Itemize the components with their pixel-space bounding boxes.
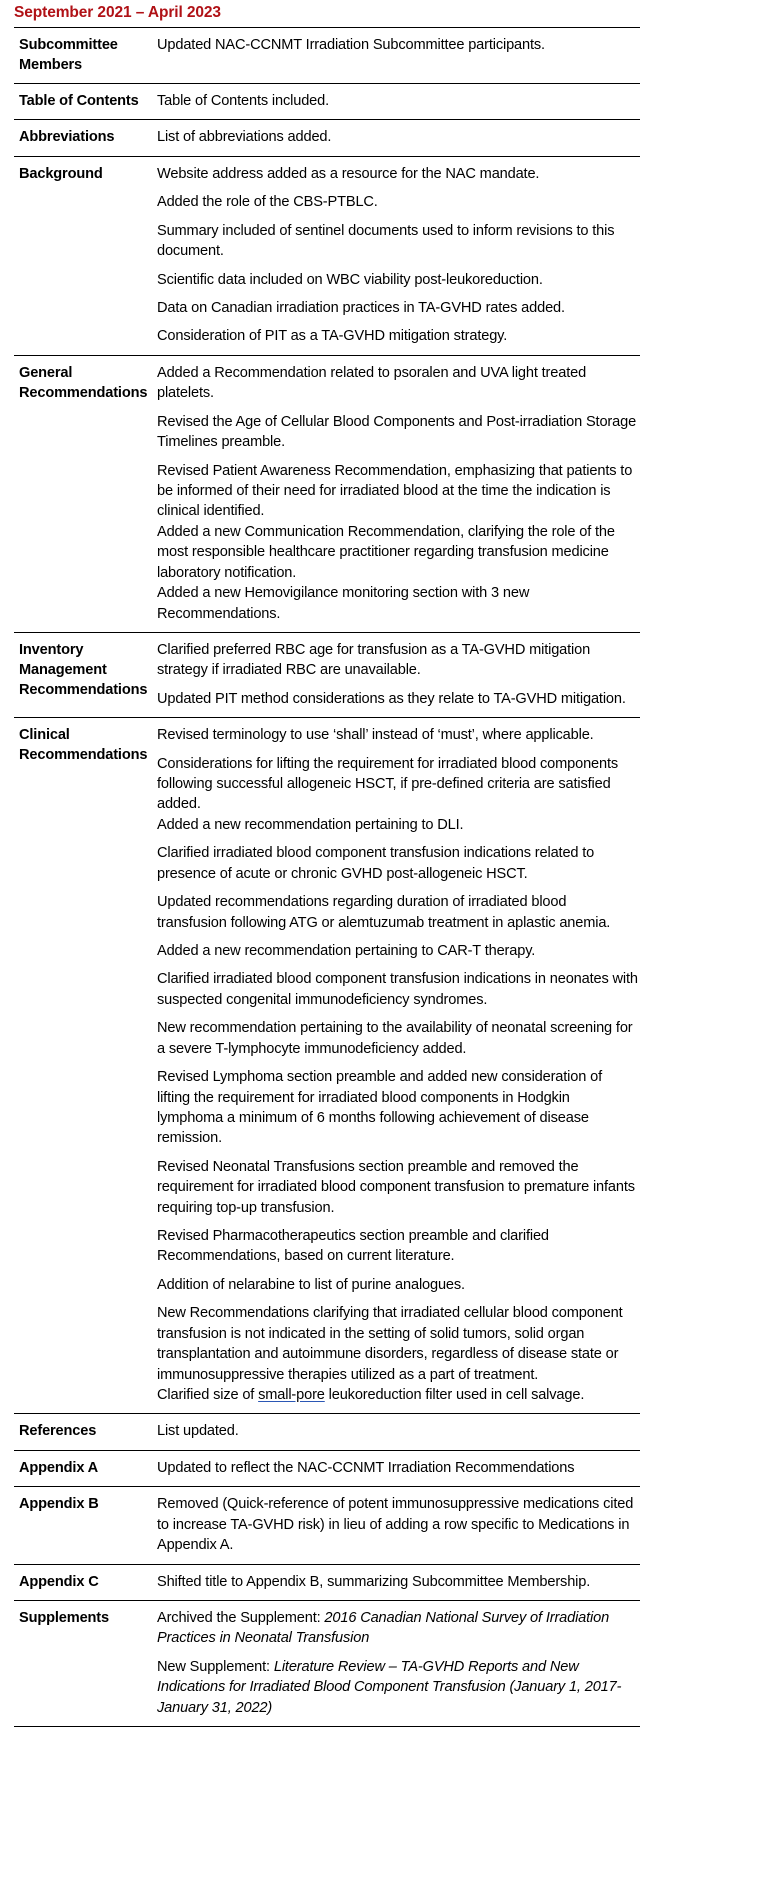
section-changes [149, 1600, 640, 1726]
change-item: Added a new recommendation pertaining to CAR-T therapy. [157, 942, 536, 959]
table-body [14, 27, 640, 1726]
change-item: Considerations for lifting the requirement for irradiated blood components following successful allogeneic HSCT, if pre-defined criteria are satisfied added. [157, 755, 619, 813]
revision-history-table [14, 27, 640, 1727]
change-item: Shifted title to Appendix B, summarizing Subcommittee Membership. [157, 1573, 591, 1590]
change-item: List of abbreviations added. [157, 129, 332, 146]
change-item: List updated. [157, 1423, 239, 1440]
section-changes [149, 1564, 640, 1600]
change-text: Clarified size of [157, 1387, 259, 1403]
table-row [14, 1564, 640, 1600]
section-changes [149, 1450, 640, 1486]
change-item: Revised terminology to use ‘shall’ instead of ‘must’, where applicable. [157, 727, 594, 744]
change-item: Clarified irradiated blood component transfusion indications in neonates with suspected congenital immunodeficiency syndromes. [157, 971, 638, 1008]
change-text: New Supplement: [157, 1658, 274, 1675]
table-row [14, 1600, 640, 1726]
change-item: Clarified preferred RBC age for transfusion as a TA-GVHD mitigation strategy if irradiated RBC are unavailable. [157, 641, 591, 679]
italic-text: Literature Review – TA-GVHD Reports and New Indications for Irradiated Blood Component Transfusion (January 1, 2017-January 31, 2022) [157, 1658, 622, 1716]
table-row [14, 1414, 640, 1450]
change-item: Consideration of PIT as a TA-GVHD mitigation strategy. [157, 328, 508, 345]
table-row [14, 156, 640, 355]
table-row [14, 355, 640, 632]
change-text: leukoreduction filter used in cell salvage. [324, 1387, 585, 1403]
change-item: Scientific data included on WBC viability post-leukoreduction. [157, 271, 543, 288]
page-title: September 2021 – April 2023 [14, 4, 221, 21]
table-row [14, 120, 640, 156]
small-pore-link[interactable]: small-pore [258, 1387, 325, 1403]
change-item [157, 1385, 638, 1405]
section-label: References [19, 1423, 97, 1440]
section-label: Appendix A [19, 1459, 99, 1476]
change-item: Revised Neonatal Transfusions section preamble and removed the requirement for irradiated blood component transfusion to premature infants requiring top-up transfusion. [157, 1158, 635, 1216]
change-item: Updated NAC-CCNMT Irradiation Subcommittee participants. [157, 36, 545, 53]
change-item: Added a new Hemovigilance monitoring section with 3 new Recommendations. [157, 585, 530, 622]
section-label: Clinical Recommendations [19, 727, 148, 764]
table-row [14, 632, 640, 717]
change-item: Clarified irradiated blood component transfusion indications related to presence of acute or chronic GVHD post-allogeneic HSCT. [157, 845, 595, 882]
section-changes [149, 1414, 640, 1450]
change-item: New recommendation pertaining to the availability of neonatal screening for a severe T-lymphocyte immunodeficiency added. [157, 1020, 633, 1057]
section-changes [149, 355, 640, 632]
section-changes [149, 632, 640, 717]
change-item [157, 1608, 638, 1649]
section-label: Background [19, 165, 103, 182]
table-row [14, 1450, 640, 1486]
italic-text: 2016 Canadian National Survey of Irradiation Practices in Neonatal Transfusion [157, 1609, 610, 1647]
change-item: Summary included of sentinel documents used to inform revisions to this document. [157, 222, 615, 260]
change-text: Archived the Supplement: [157, 1609, 325, 1626]
change-item: Revised Lymphoma section preamble and added new consideration of lifting the requirement for irradiated blood components in Hodgkin lymphoma a minimum of 6 months following achievement of disease remission. [157, 1069, 602, 1147]
section-label: Abbreviations [19, 129, 115, 146]
change-item: Added the role of the CBS-PTBLC. [157, 194, 378, 211]
change-item: Addition of nelarabine to list of purine analogues. [157, 1276, 465, 1293]
section-label: Supplements [19, 1609, 109, 1626]
change-item: Removed (Quick-reference of potent immunosuppressive medications cited to increase TA-GVHD risk) in lieu of adding a row specific to Medications in Appendix A. [157, 1496, 634, 1554]
change-item: Revised the Age of Cellular Blood Components and Post-irradiation Storage Timelines preamble. [157, 413, 637, 451]
section-label: Subcommittee Members [19, 36, 118, 73]
change-item: Updated to reflect the NAC-CCNMT Irradiation Recommendations [157, 1459, 575, 1476]
change-item: New Recommendations clarifying that irradiated cellular blood component transfusion is not indicated in the setting of solid tumors, solid organ transplantation and autoimmune disorders, regardless of disease state or immunosuppressive therapies utilized as a part of treatment. [157, 1305, 623, 1383]
section-changes [149, 84, 640, 120]
change-item: Added a Recommendation related to psoralen and UVA light treated platelets. [157, 364, 587, 402]
change-item: Updated recommendations regarding duration of irradiated blood transfusion following ATG or alemtuzumab treatment in aplastic anemia. [157, 894, 611, 931]
change-item: Data on Canadian irradiation practices in TA-GVHD rates added. [157, 300, 565, 317]
table-row [14, 718, 640, 1414]
change-item: Updated PIT method considerations as they relate to TA-GVHD mitigation. [157, 690, 626, 707]
section-label: Table of Contents [19, 93, 139, 110]
section-changes [149, 1487, 640, 1564]
change-item: Revised Pharmacotherapeutics section preamble and clarified Recommendations, based on current literature. [157, 1228, 549, 1265]
section-label: Appendix C [19, 1573, 99, 1590]
change-item: Added a new Communication Recommendation, clarifying the role of the most responsible healthcare practitioner regarding transfusion medicine laboratory notification. [157, 523, 615, 581]
section-changes [149, 156, 640, 355]
section-changes [149, 120, 640, 156]
table-row [14, 27, 640, 83]
section-changes [149, 718, 640, 1414]
table-row [14, 1487, 640, 1564]
section-label: General Recommendations [19, 364, 148, 401]
section-label: Inventory Management Recommendations [19, 641, 148, 699]
change-item: Revised Patient Awareness Recommendation, emphasizing that patients to be informed of their need for irradiated blood at the time the indication is clinical identified. [157, 462, 633, 520]
change-item: Table of Contents included. [157, 93, 330, 110]
section-changes [149, 27, 640, 83]
change-item: Added a new recommendation pertaining to DLI. [157, 816, 464, 833]
change-item: Website address added as a resource for the NAC mandate. [157, 165, 540, 182]
change-item [157, 1657, 638, 1718]
table-row [14, 84, 640, 120]
section-label: Appendix B [19, 1496, 99, 1513]
